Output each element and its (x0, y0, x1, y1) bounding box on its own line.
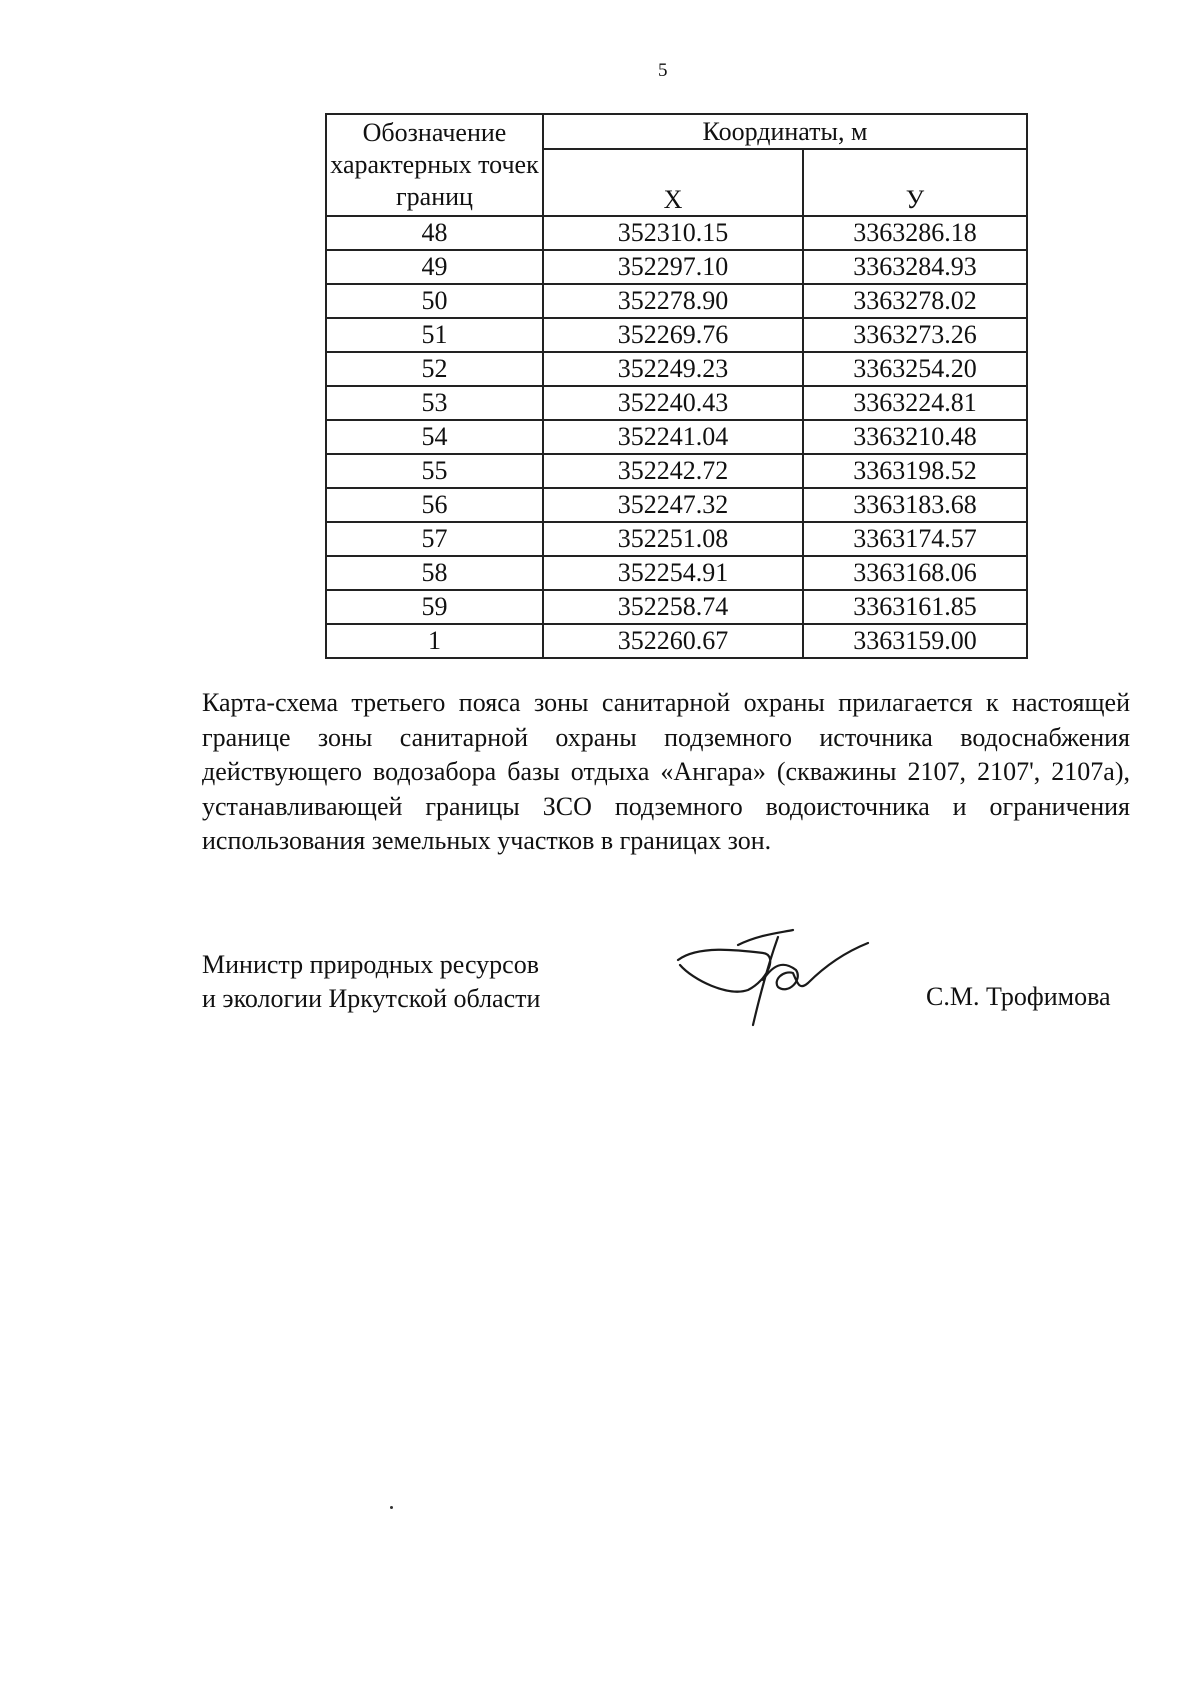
x-cell: 352247.32 (543, 488, 803, 522)
point-cell: 56 (326, 488, 543, 522)
handwritten-signature (668, 925, 878, 1030)
x-cell: 352278.90 (543, 284, 803, 318)
x-column-header: Х (543, 149, 803, 216)
point-cell: 53 (326, 386, 543, 420)
point-cell: 57 (326, 522, 543, 556)
x-cell: 352241.04 (543, 420, 803, 454)
point-cell: 51 (326, 318, 543, 352)
table-row (326, 250, 1027, 284)
y-cell: 3363174.57 (803, 522, 1027, 556)
x-cell: 352240.43 (543, 386, 803, 420)
table-row (326, 318, 1027, 352)
x-cell: 352251.08 (543, 522, 803, 556)
table-row (326, 624, 1027, 658)
y-cell: 3363198.52 (803, 454, 1027, 488)
x-cell: 352249.23 (543, 352, 803, 386)
table-body (326, 216, 1027, 658)
signatory-position (202, 948, 540, 1016)
point-cell: 1 (326, 624, 543, 658)
y-cell: 3363161.85 (803, 590, 1027, 624)
table-row (326, 216, 1027, 250)
x-cell: 352254.91 (543, 556, 803, 590)
x-cell: 352297.10 (543, 250, 803, 284)
table-row (326, 488, 1027, 522)
point-cell: 54 (326, 420, 543, 454)
scan-speck (390, 1506, 393, 1509)
point-cell: 50 (326, 284, 543, 318)
y-cell: 3363224.81 (803, 386, 1027, 420)
y-cell: 3363284.93 (803, 250, 1027, 284)
table-row (326, 386, 1027, 420)
signer-name: С.М. Трофимова (926, 982, 1111, 1011)
position-line-2: и экологии Иркутской области (202, 984, 541, 1013)
point-cell: 58 (326, 556, 543, 590)
table-row (326, 556, 1027, 590)
coordinates-header: Координаты, м (543, 114, 1027, 149)
page-number: 5 (658, 60, 668, 81)
table-row (326, 454, 1027, 488)
point-cell: 55 (326, 454, 543, 488)
table-row (326, 352, 1027, 386)
table-row (326, 420, 1027, 454)
point-designation-header: Обозначение характерных точек границ (326, 114, 543, 216)
x-cell: 352269.76 (543, 318, 803, 352)
y-cell: 3363273.26 (803, 318, 1027, 352)
y-cell: 3363168.06 (803, 556, 1027, 590)
point-cell: 48 (326, 216, 543, 250)
coordinates-table (325, 113, 1028, 659)
y-cell: 3363210.48 (803, 420, 1027, 454)
point-cell: 52 (326, 352, 543, 386)
table-row (326, 590, 1027, 624)
x-cell: 352242.72 (543, 454, 803, 488)
table-row (326, 522, 1027, 556)
y-cell: 3363286.18 (803, 216, 1027, 250)
body-paragraph: Карта-схема третьего пояса зоны санитарной охраны прилагается к настоящей границе зоны санитарной охраны подземного источника водоснабжения действующего водозабора базы отдыха «Ангара» (скважины 2107, 2107', 2107а), устанавливающей границы ЗСО подземного водоисточника и ограничения использования земельных участков в границах зон. (202, 688, 1130, 855)
table-row (326, 284, 1027, 318)
point-cell: 49 (326, 250, 543, 284)
position-line-1: Министр природных ресурсов (202, 950, 539, 979)
y-cell: 3363183.68 (803, 488, 1027, 522)
y-cell: 3363254.20 (803, 352, 1027, 386)
x-cell: 352258.74 (543, 590, 803, 624)
x-cell: 352310.15 (543, 216, 803, 250)
x-cell: 352260.67 (543, 624, 803, 658)
point-cell: 59 (326, 590, 543, 624)
y-column-header: У (803, 149, 1027, 216)
y-cell: 3363278.02 (803, 284, 1027, 318)
y-cell: 3363159.00 (803, 624, 1027, 658)
